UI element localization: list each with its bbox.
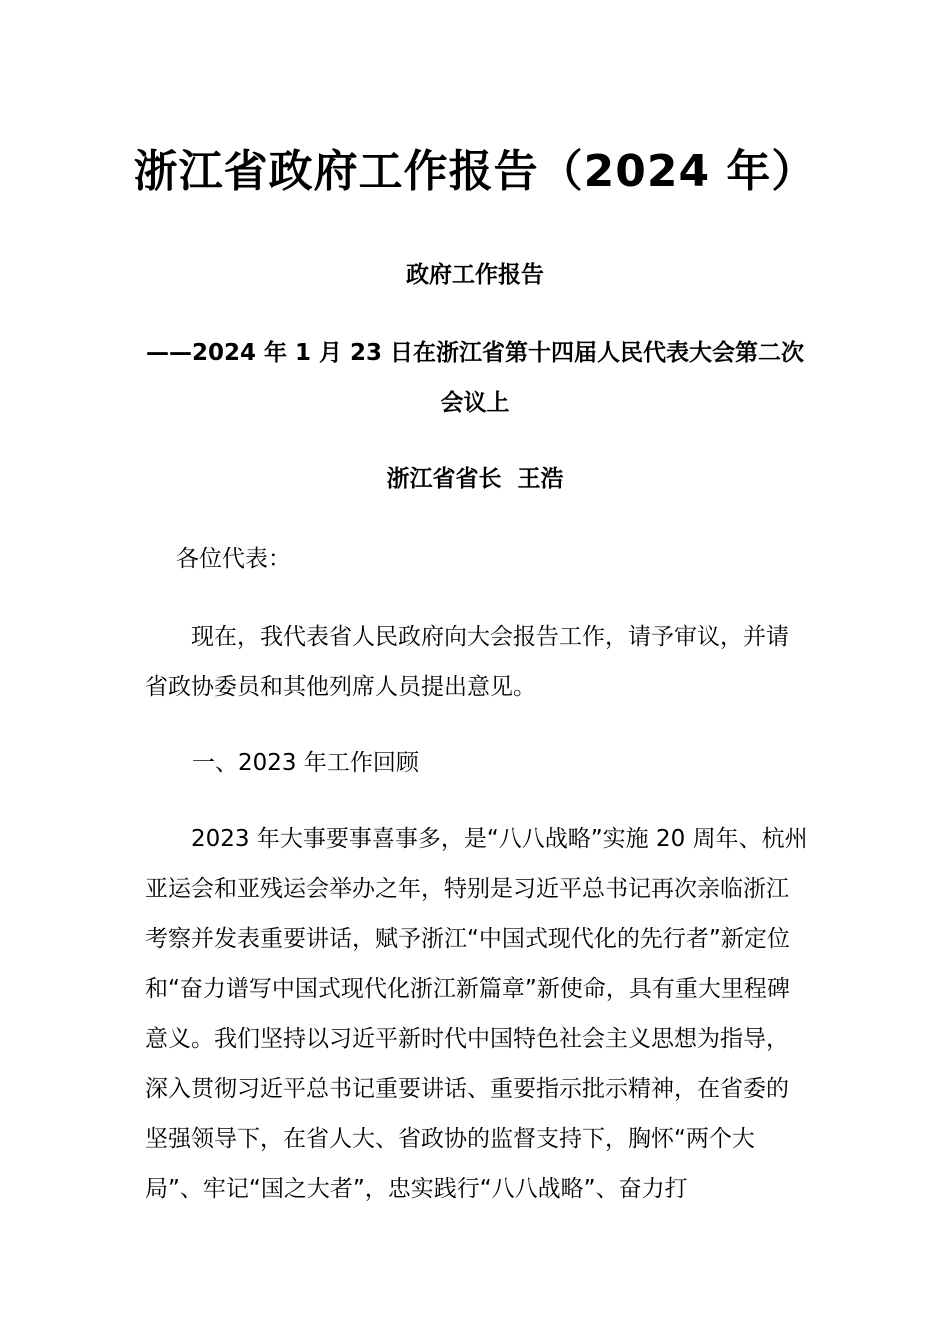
salutation: 各位代表： bbox=[176, 546, 291, 572]
author-line: 浙江省省长 王浩 bbox=[386, 466, 564, 492]
report-name: 政府工作报告 bbox=[406, 262, 544, 288]
occasion-line-2: 会议上 bbox=[440, 390, 510, 416]
occasion-line-1: ——2024 年 1 月 23 日在浙江省第十四届人民代表大会第二次 bbox=[145, 340, 805, 366]
body-paragraph: 2023 年大事要事喜事多，是“八八战略”实施 20 周年、杭州亚运会和亚残运会举办之年，特别是习近平总书记再次亲临浙江考察并发表重要讲话，赋予浙江“中国式现代化的先行者”新定位和“奋力谱写中国式现代化浙江新篇章”新使命，具有重大里程碑意义。我们坚持以习近平新时代中国特色社会主义思想为指导，深入贯彻习近平总书记重要讲话、重要指示批示精神，在省委的坚强领导下，在省人大、省政协的监督支持下，胸怀“两个大局”、牢记“国之大者”，忠实践行“八八战略”、奋力打 bbox=[145, 826, 808, 1202]
document-title: 浙江省政府工作报告（2024 年） bbox=[133, 146, 817, 197]
section-heading: 一、2023 年工作回顾 bbox=[192, 750, 419, 776]
intro-paragraph: 现在，我代表省人民政府向大会报告工作，请予审议，并请省政协委员和其他列席人员提出意见。 bbox=[145, 624, 789, 700]
